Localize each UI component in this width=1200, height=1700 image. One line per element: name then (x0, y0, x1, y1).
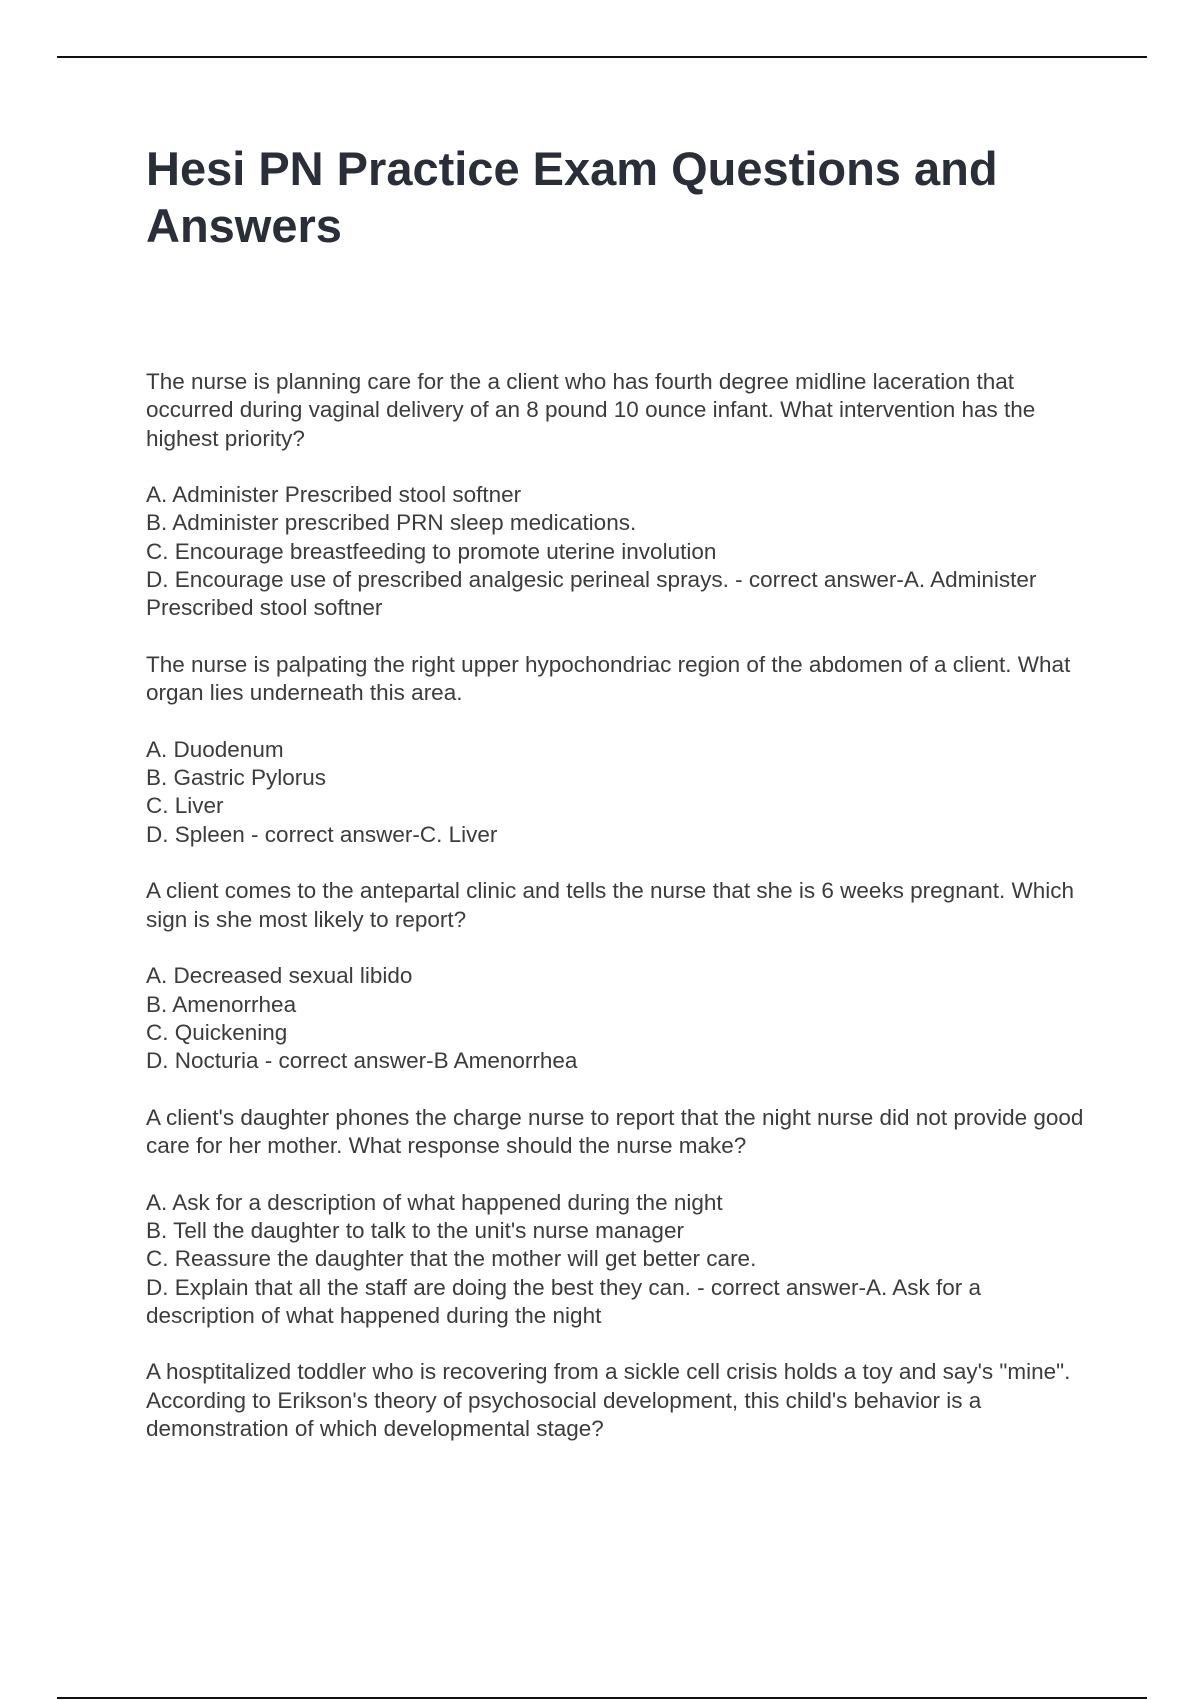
top-rule (57, 56, 1147, 58)
question-text: The nurse is palpating the right upper hypochondriac region of the abdomen of a client. What organ lies underneath this area. (146, 651, 1071, 706)
answer-option: B. Administer prescribed PRN sleep medications. (146, 510, 637, 536)
page-title: Hesi PN Practice Exam Questions and Answers (146, 142, 998, 252)
answer-option: D. Explain that all the staff are doing the best they can. - correct answer-A. Ask for a description of what happened during the night (146, 1274, 982, 1328)
answer-option: B. Amenorrhea (146, 991, 297, 1017)
answer-option: A. Duodenum (146, 736, 284, 762)
question-text: A hosptitalized toddler who is recovering from a sickle cell crisis holds a toy and say's "mine". According to Erikson's theory of psychosocial development, this child's behavior is a demonstration of which developmental stage? (146, 1359, 1071, 1441)
answer-option: D. Encourage use of prescribed analgesic perineal sprays. - correct answer-A. Administer Prescribed stool softner (146, 567, 1037, 621)
answer-option: D. Spleen - correct answer-C. Liver (146, 821, 498, 847)
answer-option: B. Tell the daughter to talk to the unit's nurse manager (146, 1217, 684, 1243)
answer-option: B. Gastric Pylorus (146, 765, 327, 791)
answer-option: A. Ask for a description of what happened during the night (146, 1189, 723, 1215)
answer-option: A. Decreased sexual libido (146, 963, 413, 989)
answer-options (146, 1189, 1094, 1330)
answer-option: C. Quickening (146, 1019, 288, 1045)
bottom-rule (57, 1697, 1147, 1699)
answer-options (146, 736, 1094, 849)
answer-option: C. Liver (146, 793, 224, 819)
question-text: The nurse is planning care for the a client who has fourth degree midline laceration that occurred during vaginal delivery of an 8 pound 10 ounce infant. What intervention has the highest priority? (146, 369, 1036, 451)
answer-option: C. Encourage breastfeeding to promote uterine involution (146, 538, 717, 564)
answer-option: C. Reassure the daughter that the mother will get better care. (146, 1246, 757, 1272)
document-body (146, 368, 1094, 1472)
question-text: A client's daughter phones the charge nurse to report that the night nurse did not provide good care for her mother. What response should the nurse make? (146, 1104, 1084, 1159)
answer-option: A. Administer Prescribed stool softner (146, 482, 522, 508)
question-text: A client comes to the antepartal clinic and tells the nurse that she is 6 weeks pregnant. Which sign is she most likely to report? (146, 878, 1075, 932)
answer-options (146, 962, 1094, 1075)
answer-option: D. Nocturia - correct answer-B Amenorrhea (146, 1048, 578, 1074)
answer-options (146, 481, 1094, 622)
